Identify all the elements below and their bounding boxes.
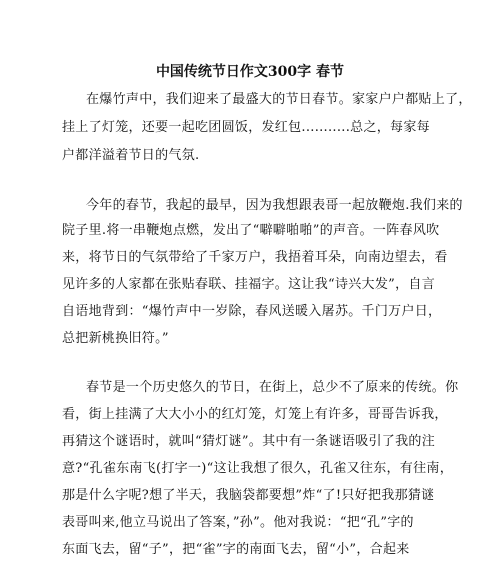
paragraph-2-line-4: 见许多的人家都在张贴春联、挂福字。这让我“诗兴大发”，自言 bbox=[62, 277, 435, 292]
paragraph-3-line-1: 春节是一个历史悠久的节日，在街上，总少不了原来的传统。你 bbox=[86, 380, 459, 395]
paragraph-2-line-5: 自语地背到：“爆竹声中一岁除，春风送暖入屠苏。千门万户日， bbox=[62, 304, 442, 319]
paragraph-2-line-6: 总把新桃换旧符。” bbox=[62, 331, 169, 346]
paragraph-3-line-7: 东面飞去，留“子”，把“雀”字的南面飞去，留“小”，合起来 bbox=[62, 542, 410, 557]
paragraph-3-line-4: 意?“孔雀东南飞(打字一)“这让我想了很久，孔雀又往东，有往南， bbox=[62, 461, 454, 476]
paragraph-2-line-2: 院子里.将一串鞭炮点燃，发出了“噼噼啪啪”的声音。一阵春风吹 bbox=[62, 223, 440, 238]
paragraph-3-line-3: 再猜这个谜语时，就叫“猜灯谜”。其中有一条谜语吸引了我的注 bbox=[62, 434, 435, 449]
paragraph-3-line-5: 那是什么字呢?想了半天，我脑袋都要想”炸“了!只好把我那猜谜 bbox=[62, 488, 435, 503]
paragraph-2-line-1: 今年的春节，我起的最早，因为我想跟表哥一起放鞭炮.我们来的 bbox=[86, 198, 463, 213]
paragraph-3-line-6: 表哥叫来,他立马说出了答案，”孙”。他对我说：“把“孔”字的 bbox=[62, 515, 414, 530]
paragraph-1-line-2: 挂上了灯笼，还要一起吃团圆饭，发红包...........总之，每家每 bbox=[62, 120, 430, 135]
document-title: 中国传统节日作文300字 春节 bbox=[155, 64, 345, 80]
paragraph-1-line-3: 户都洋溢着节日的气氛. bbox=[62, 148, 200, 163]
paragraph-1-line-1: 在爆竹声中，我们迎来了最盛大的节日春节。家家户户都贴上了， bbox=[86, 92, 472, 107]
paragraph-3-line-2: 看，街上挂满了大大小小的红灯笼，灯笼上有许多，哥哥告诉我， bbox=[62, 407, 448, 422]
paragraph-2-line-3: 来，将节日的气氛带给了千家万户，我捂着耳朵，向南边望去，看 bbox=[62, 250, 448, 265]
